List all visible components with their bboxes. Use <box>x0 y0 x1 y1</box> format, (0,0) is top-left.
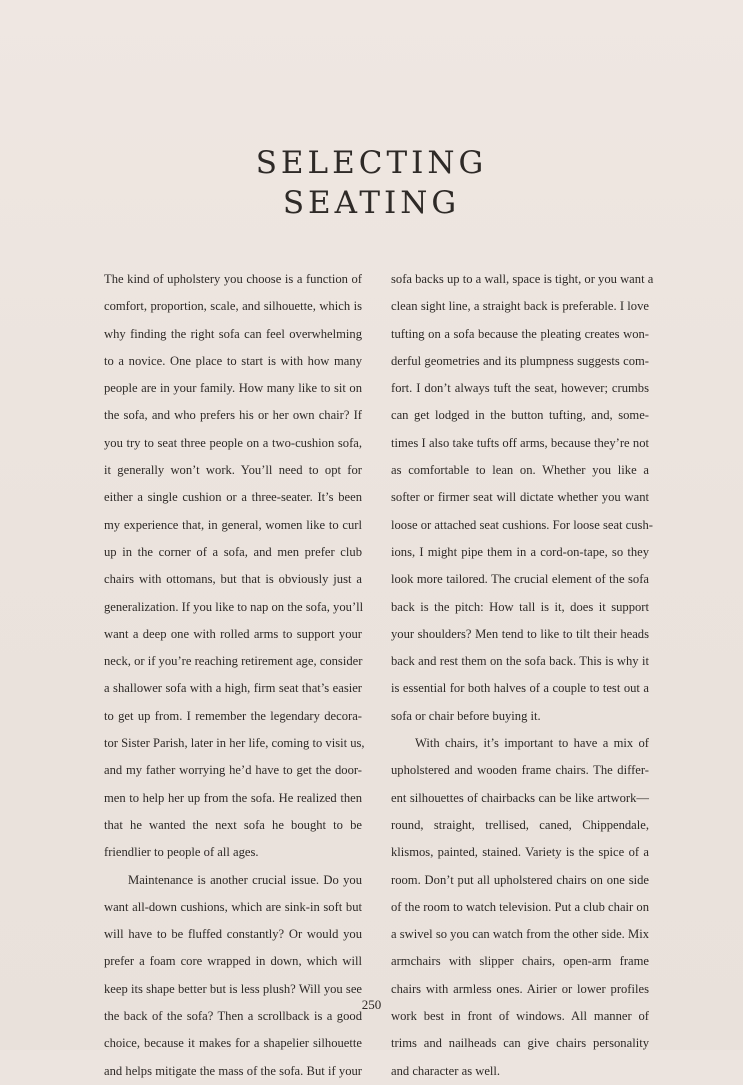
text-line: your shoulders? Men tend to like to tilt their heads <box>391 626 649 641</box>
text-line: With chairs, it’s important to have a mix of <box>415 736 649 751</box>
text-line: ent silhouettes of chairbacks can be like artwork— <box>391 790 649 805</box>
text-line: look more tailored. The crucial element of the sofa <box>391 572 649 587</box>
text-line: klismos, painted, stained. Variety is the spice of a <box>391 845 649 860</box>
chapter-title-line-1: SELECTING <box>255 145 488 181</box>
text-line: that he wanted the next sofa he bought to be <box>104 817 362 832</box>
text-line: up in the corner of a sofa, and men prefer club <box>104 544 362 559</box>
text-line: Maintenance is another crucial issue. Do you <box>128 872 362 887</box>
text-line: a swivel so you can watch from the other side. Mix <box>391 927 649 942</box>
text-line: keep its shape better but is less plush? Will you see <box>104 981 362 996</box>
text-line: want a deep one with rolled arms to support your <box>104 626 362 641</box>
text-line: it generally won’t work. You’ll need to opt for <box>104 463 362 478</box>
text-line: tor Sister Parish, later in her life, coming to visit us, <box>104 736 365 751</box>
text-line: comfort, proportion, scale, and silhouette, which is <box>104 299 362 314</box>
text-line: the sofa, and who prefers his or her own chair? If <box>104 408 362 423</box>
text-line: tufting on a sofa because the pleating creates won- <box>391 326 649 341</box>
text-line: times I also take tufts off arms, because they’re not <box>391 435 649 450</box>
text-line: is essential for both halves of a couple to test out a <box>391 681 649 696</box>
text-line: want all-down cushions, which are sink-in soft but <box>104 899 362 914</box>
page-number: 250 <box>361 997 382 1012</box>
text-line: chairs with ottomans, but that is obviously just a <box>104 572 362 587</box>
text-line: and my father worrying he’d have to get the door- <box>104 763 362 778</box>
text-line: derful geometries and its plumpness suggests com- <box>391 353 649 368</box>
text-line: a shallower sofa with a high, firm seat that’s easier <box>104 681 362 696</box>
text-line: room. Don’t put all upholstered chairs on one side <box>391 872 649 887</box>
text-line: ions, I might pipe them in a cord-on-tape, so they <box>391 544 649 559</box>
text-line: men to help her up from the sofa. He realized then <box>104 790 362 805</box>
text-line: trims and nailheads can give chairs personality <box>391 1036 649 1051</box>
text-line: friendlier to people of all ages. <box>104 845 259 860</box>
text-line: you try to seat three people on a two-cushion sofa, <box>104 435 362 450</box>
text-line: the back of the sofa? Then a scrollback is a good <box>104 1009 362 1024</box>
text-line: and character as well. <box>391 1063 501 1078</box>
text-line: as comfortable to lean on. Whether you like a <box>391 463 649 478</box>
text-line: prefer a foam core wrapped in down, which will <box>104 954 362 969</box>
text-line: fort. I don’t always tuft the seat, however; crumbs <box>391 381 649 396</box>
left-text-column <box>104 266 365 1085</box>
text-line: choice, because it makes for a shapelier silhouette <box>104 1036 362 1051</box>
text-line: will have to be fluffed constantly? Or would you <box>104 927 362 942</box>
text-line: generalization. If you like to nap on the sofa, you’ll <box>104 599 364 614</box>
text-line: back is the pitch: How tall is it, does it support <box>391 599 649 614</box>
text-line: to a novice. One place to start is with how many <box>104 353 362 368</box>
text-line: to get up from. I remember the legendary decora- <box>104 708 362 723</box>
text-line: people are in your family. How many like to sit on <box>104 381 362 396</box>
chapter-title-line-2: SEATING <box>282 185 461 221</box>
text-line: work best in front of windows. All manner of <box>391 1009 649 1024</box>
text-line: of the room to watch television. Put a club chair on <box>391 899 649 914</box>
text-line: chairs with armless ones. Airier or lower profiles <box>391 981 649 996</box>
text-line: upholstered and wooden frame chairs. The differ- <box>391 763 649 778</box>
text-line: neck, or if you’re reaching retirement age, consider <box>104 654 363 669</box>
right-text-column <box>391 266 654 1085</box>
text-line: can get lodged in the button tufting, and, some- <box>391 408 649 423</box>
text-line: back and rest them on the sofa back. This is why it <box>391 654 649 669</box>
text-line: armchairs with slipper chairs, open-arm frame <box>391 954 649 969</box>
text-line: and helps mitigate the mass of the sofa. But if your <box>104 1063 362 1078</box>
text-line: softer or firmer seat will dictate whether you want <box>391 490 649 505</box>
text-line: my experience that, in general, women like to curl <box>104 517 362 532</box>
text-line: why finding the right sofa can feel overwhelming <box>104 326 362 341</box>
text-line: round, straight, trellised, caned, Chippendale, <box>391 817 649 832</box>
text-line: sofa backs up to a wall, space is tight, or you want a <box>391 272 654 286</box>
text-line: loose or attached seat cushions. For loose seat cush- <box>391 517 653 532</box>
text-line: The kind of upholstery you choose is a function of <box>104 272 362 286</box>
text-line: sofa or chair before buying it. <box>391 708 541 723</box>
text-line: either a single cushion or a three-seater. It’s been <box>104 490 362 505</box>
text-line: clean sight line, a straight back is preferable. I love <box>391 299 649 314</box>
